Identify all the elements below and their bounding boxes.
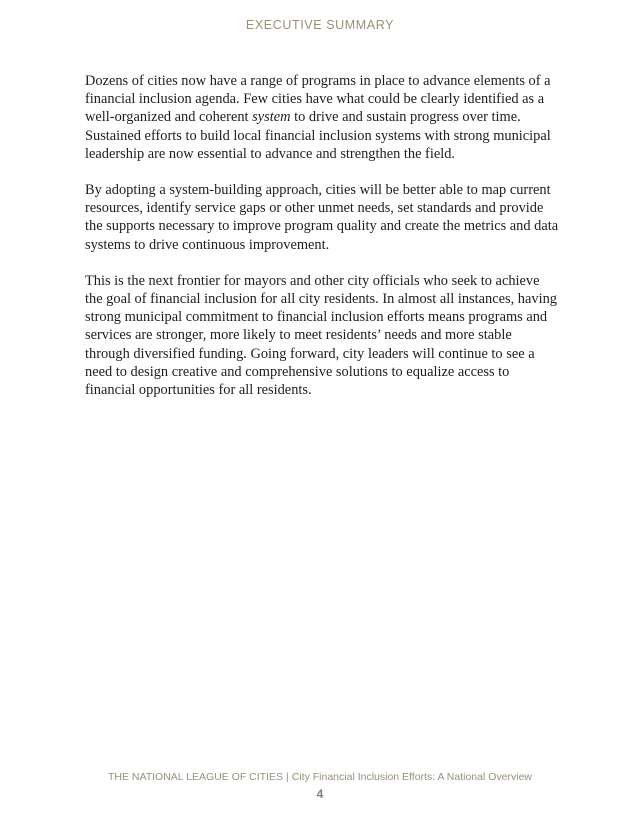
paragraph-3: This is the next frontier for mayors and other city officials who seek to achieve the goal of financial inclusion for all city residents. In almost all instances, having strong municipal commitment to financial inclusion efforts means programs and services are stronger, more likely to meet residents’ needs and more stable through diversified funding. Going forward, city leaders will continue to see a need to design creative and comprehensive solutions to equalize access to financial opportunities for all residents. [85,272,557,399]
page-footer [0,771,640,783]
paragraph-1-emphasis: system [252,109,291,126]
page-number: 4 [316,787,324,801]
footer-separator: | [286,771,289,783]
paragraph-1-text-end: to drive and sustain progress over time. Sustained efforts to build local financial inclusion systems with strong municipal leadership are now essential to advance and strengthen the field. [85,109,551,162]
paragraph-2: By adopting a system-building approach, cities will be better able to map current resources, identify service gaps or other unmet needs, set standards and provide the supports necessary to improve program quality and create the metrics and data systems to drive continuous improvement. [85,182,559,253]
section-header: EXECUTIVE SUMMARY [245,18,395,32]
paragraph-1-text-start: Dozens of cities now have a range of programs in place to advance elements of a financial inclusion agenda. Few cities have what could be clearly identified as a well-organized and coherent [85,73,551,126]
footer-publication: City Financial Inclusion Efforts: A National Overview [291,771,532,783]
footer-organization: THE NATIONAL LEAGUE OF CITIES [107,771,284,783]
main-content [85,72,560,417]
paragraph-1 [85,72,560,163]
